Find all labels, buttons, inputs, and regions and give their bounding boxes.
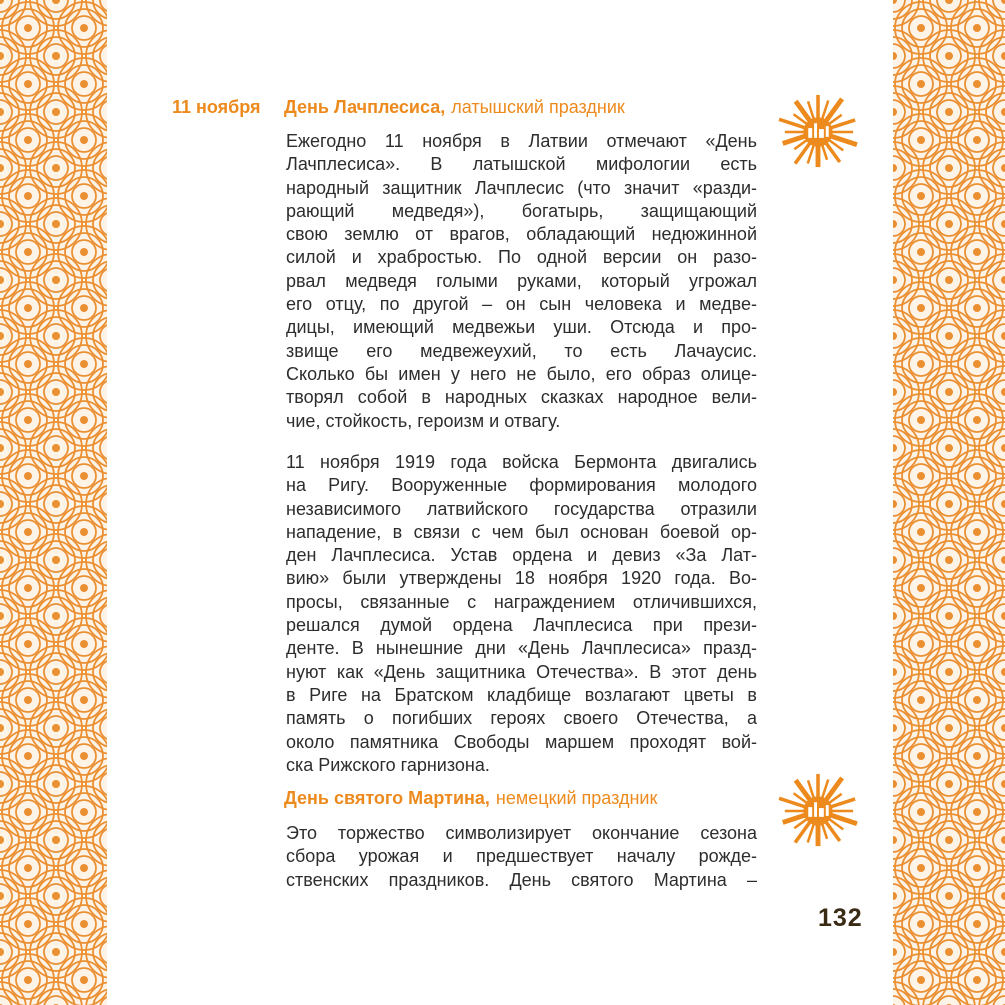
text-line: нападение, в связи с чем был основан боевой ор- bbox=[286, 521, 757, 542]
text-line: Лачплесиса». В латышской мифологии есть bbox=[286, 154, 757, 175]
text-line: его отцу, по другой – он сын человека и медве- bbox=[286, 294, 757, 315]
text-line: денте. В нынешние дни «День Лачплесиса» празд- bbox=[286, 638, 757, 659]
sunburst-emblem-icon bbox=[774, 772, 862, 850]
text-line: сбора урожая и предшествует началу рожде- bbox=[286, 846, 757, 867]
text-line: на Ригу. Вооруженные формирования молодого bbox=[286, 475, 757, 496]
text-line: чие, стойкость, героизм и отвагу. bbox=[286, 410, 561, 431]
text-line: в Риге на Братском кладбище возлагают цветы в bbox=[286, 684, 757, 705]
entry-date: 11 ноября bbox=[172, 97, 261, 117]
text-line: Сколько бы имен у него не было, его образ олице- bbox=[286, 363, 757, 384]
text-line: около памятника Свободы маршем проходят вой- bbox=[286, 731, 757, 752]
text-line: решался думой ордена Лачплесиса при прези- bbox=[286, 615, 757, 636]
paragraph bbox=[286, 451, 757, 777]
entry-subtitle: латышский праздник bbox=[451, 97, 625, 117]
text-line: рающий медведя»), богатырь, защищающий bbox=[286, 200, 757, 221]
sunburst-emblem-icon bbox=[774, 93, 862, 171]
text-line: просы, связанные с награждением отличившихся, bbox=[286, 591, 757, 612]
entry-title: День святого Мартина, bbox=[284, 788, 490, 808]
entry-subtitle: немецкий праздник bbox=[495, 788, 658, 808]
text-line: ден Лачплесиса. Устав ордена и девиз «За Лат- bbox=[286, 545, 757, 566]
entry-title: День Лачплесиса, bbox=[284, 97, 446, 117]
text-line: 11 ноября 1919 года войска Бермонта двигались bbox=[286, 452, 757, 472]
text-line: рвал медведя голыми руками, который угрожал bbox=[286, 270, 757, 291]
entry-title-group bbox=[284, 96, 625, 119]
text-line: силой и храбростью. По одной версии он разо- bbox=[286, 247, 757, 268]
ornament-border-right bbox=[893, 0, 1005, 1005]
text-line: Ежегодно 11 ноября в Латвии отмечают «День bbox=[286, 131, 757, 151]
text-line: ска Рижского гарнизона. bbox=[286, 754, 490, 775]
paragraph bbox=[286, 822, 757, 892]
entry-title-group bbox=[284, 787, 657, 810]
text-line: память о погибших героях своего Отечества, а bbox=[286, 708, 757, 729]
text-line: народный защитник Лачплесис (что значит «разди- bbox=[286, 177, 757, 198]
text-line: вию» были утверждены 18 ноября 1920 года. Во- bbox=[286, 568, 757, 589]
text-line: независимого латвийского государства отразили bbox=[286, 498, 757, 519]
paragraph bbox=[286, 130, 757, 433]
text-line: звище его медвежеухий, то есть Лачаусис. bbox=[286, 340, 757, 361]
text-line: дицы, имеющий медвежьи уши. Отсюда и про- bbox=[286, 317, 757, 338]
text-line: нуют как «День защитника Отечества». В этот день bbox=[286, 661, 757, 682]
text-line: Это торжество символизирует окончание сезона bbox=[286, 823, 757, 843]
ornament-border-left bbox=[0, 0, 107, 1005]
text-line: творял собой в народных сказках народное вели- bbox=[286, 387, 757, 408]
page-number: 132 bbox=[818, 904, 863, 932]
text-line: свою землю от врагов, обладающий недюжинной bbox=[286, 224, 757, 245]
text-line: ственских праздников. День святого Мартина – bbox=[286, 869, 757, 890]
